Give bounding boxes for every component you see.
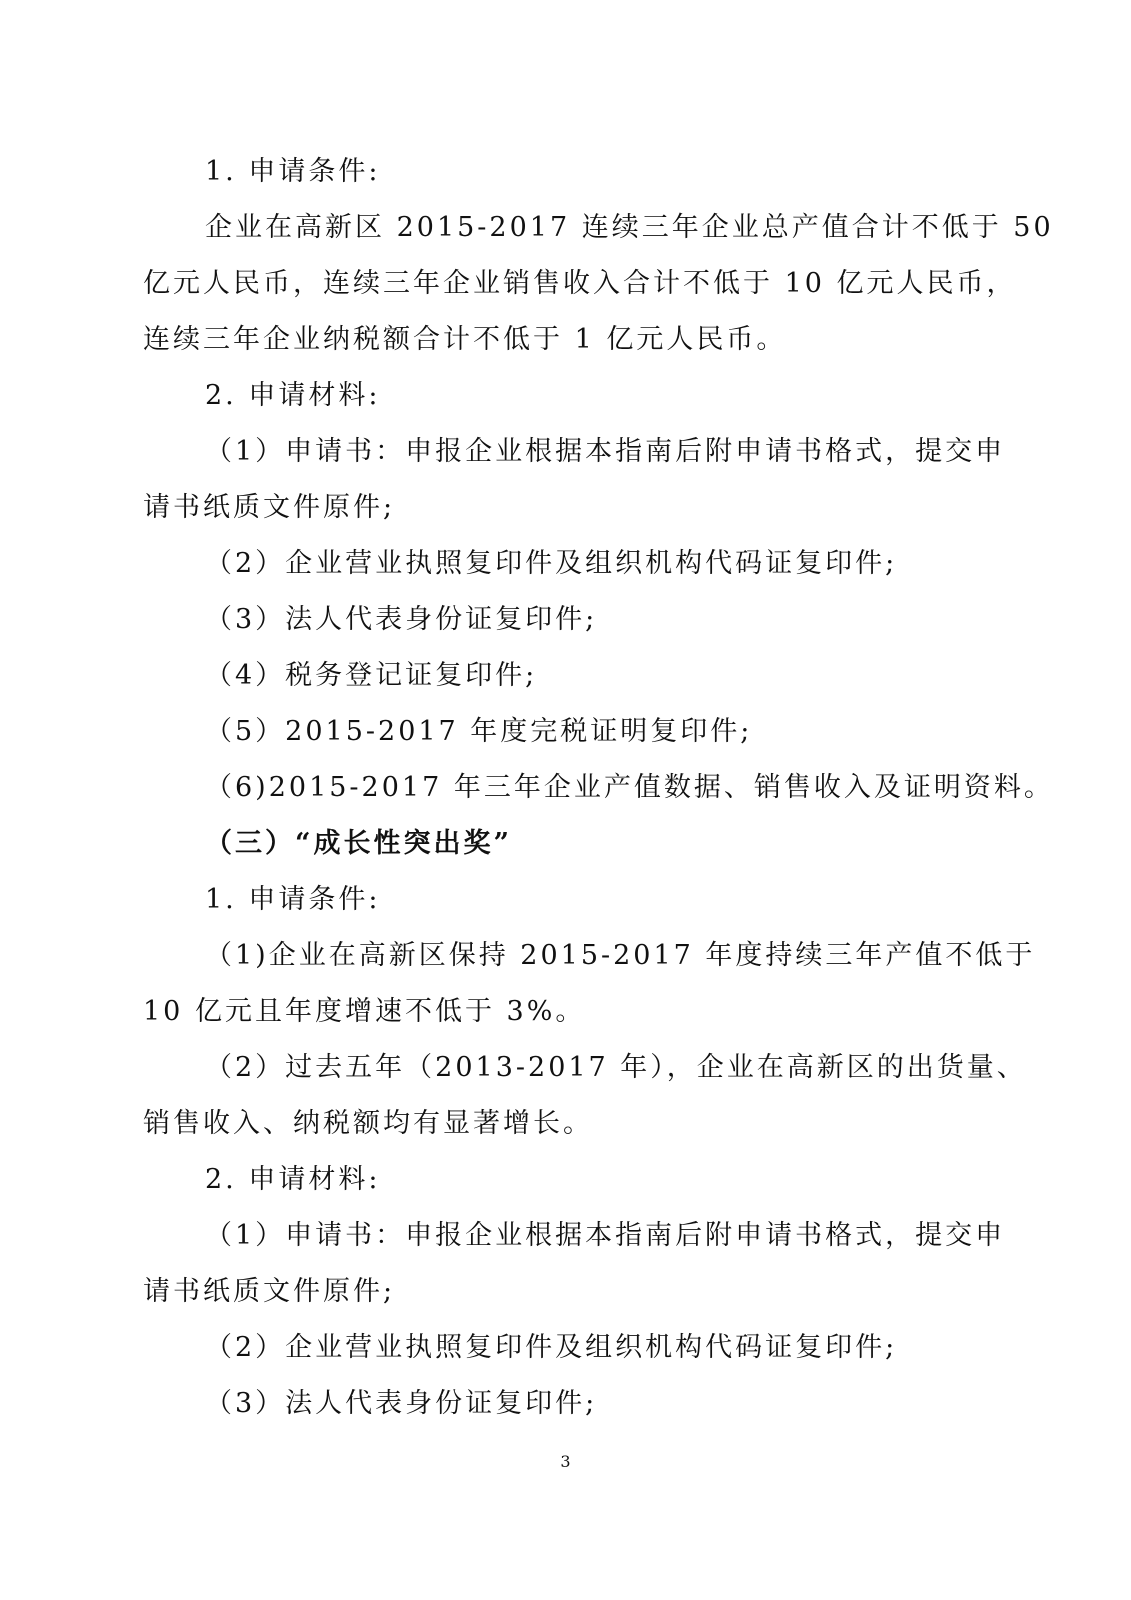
text-line: （4）税务登记证复印件; xyxy=(205,660,538,691)
text-line: 请书纸质文件原件; xyxy=(143,492,396,523)
text-line: 请书纸质文件原件; xyxy=(143,1276,396,1307)
text-line: （1）申请书：申报企业根据本指南后附申请书格式，提交申 xyxy=(205,1220,1006,1251)
text-line: 连续三年企业纳税额合计不低于 1 亿元人民币。 xyxy=(143,324,787,355)
text-line: 2. 申请材料: xyxy=(205,1164,381,1195)
text-line: （2）企业营业执照复印件及组织机构代码证复印件; xyxy=(205,548,898,579)
text-line: 10 亿元且年度增速不低于 3%。 xyxy=(143,996,586,1027)
text-line: （3）法人代表身份证复印件; xyxy=(205,1388,598,1419)
page-number: 3 xyxy=(560,1452,571,1471)
section-heading: （三）“成长性突出奖” xyxy=(205,828,513,859)
text-line: （1)企业在高新区保持 2015-2017 年度持续三年产值不低于 xyxy=(205,940,1036,971)
text-line: （1）申请书：申报企业根据本指南后附申请书格式，提交申 xyxy=(205,436,1006,467)
text-line: 企业在高新区 2015-2017 连续三年企业总产值合计不低于 50 xyxy=(205,212,1054,243)
text-line: （2）企业营业执照复印件及组织机构代码证复印件; xyxy=(205,1332,898,1363)
text-line: 2. 申请材料: xyxy=(205,380,381,411)
text-line: （3）法人代表身份证复印件; xyxy=(205,604,598,635)
text-line: 1. 申请条件: xyxy=(205,156,381,187)
text-line: （6)2015-2017 年三年企业产值数据、销售收入及证明资料。 xyxy=(205,772,1054,803)
text-line: 1. 申请条件: xyxy=(205,884,381,915)
text-line: （5）2015-2017 年度完税证明复印件; xyxy=(205,716,753,747)
text-line: 亿元人民币，连续三年企业销售收入合计不低于 10 亿元人民币， xyxy=(143,268,1017,299)
text-line: 销售收入、纳税额均有显著增长。 xyxy=(143,1108,593,1139)
text-line: （2）过去五年（2013-2017 年），企业在高新区的出货量、 xyxy=(205,1052,1027,1083)
